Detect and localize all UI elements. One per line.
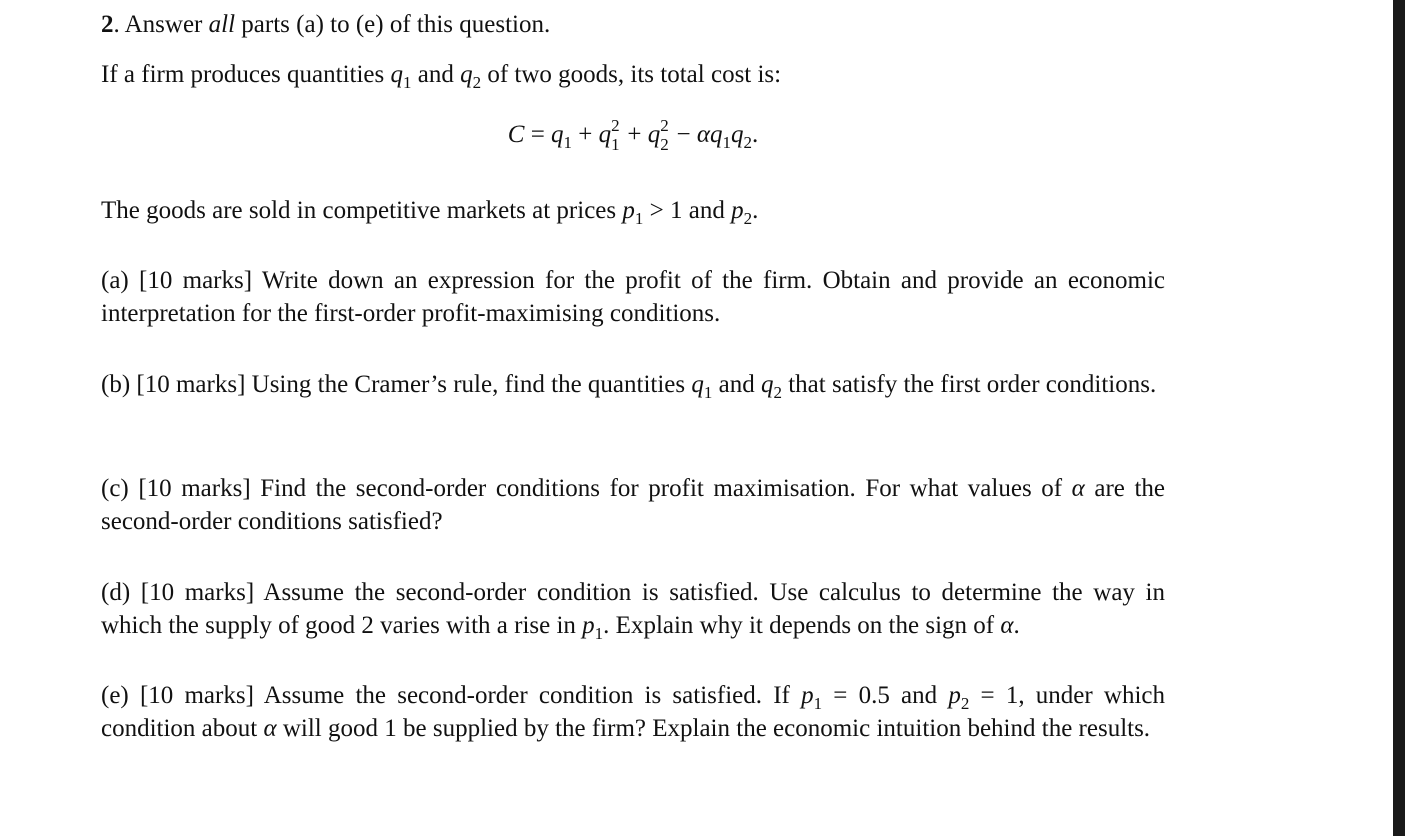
prices-sentence: The goods are sold in competitive markets at prices $p_1 > 1$ and $p_2$. — [101, 197, 759, 228]
question-heading: 2. Answer all parts (a) to (e) of this question. — [101, 11, 551, 38]
question-number: 2 — [101, 11, 114, 38]
cost-equation: $C = q_1 + q$ 2 1 + q 2 2 − $\alpha q_1q_2$. — [507, 116, 759, 154]
window-edge — [1393, 0, 1405, 836]
part-b: (b) [10 marks] Using the Cramer’s rule, find the quantities $q_1$ and $q_2$ that satisfy the first order conditions. — [101, 371, 1157, 402]
part-c: (c) [10 marks] Find the second-order conditions for profit maximisation. For what values of α are the second-order conditions satisfied? — [101, 475, 1165, 535]
part-d: (d) [10 marks] Assume the second-order condition is satisfied. Use calculus to determine the way in which the supply of good 2 varies with a rise in $p_1$. Explain why it depends on the sign of α. — [101, 579, 1165, 643]
setup-sentence: If a firm produces quantities $q_1$ and $q_2$ of two goods, its total cost is: — [101, 61, 782, 92]
part-a: (a) [10 marks] Write down an expression for the profit of the firm. Obtain and provide an economic interpretation for the first-order profit-maximising conditions. — [101, 267, 1165, 327]
part-e: (e) [10 marks] Assume the second-order condition is satisfied. If $p_1 = 0.5$ and $p_2 = 1$, under which condition about α will good 1 be supplied by the firm? Explain the economic intuition behind the results. — [101, 682, 1166, 742]
